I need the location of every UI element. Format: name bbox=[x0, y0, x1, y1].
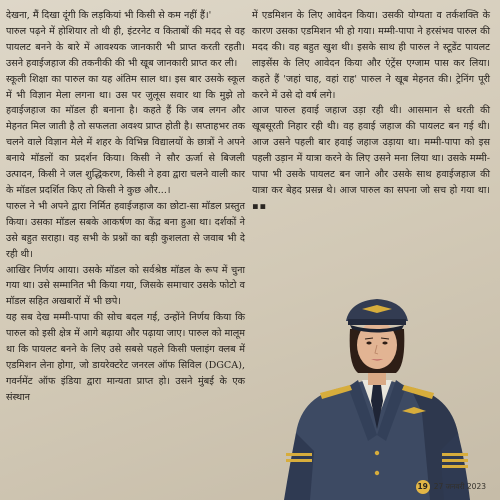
paragraph: देखना, मैं दिखा दूंगी कि लड़कियां भी किसी से कम नहीं हैं।' bbox=[6, 10, 212, 21]
page-number-badge: 19 bbox=[416, 480, 430, 494]
paragraph: में एडमिशन के लिए आवेदन किया। उसकी योग्यता व तर्कशक्ति के कारण उसका एडमिशन भी हो गया। मम्मी-पापा ने हरसंभव पारुल की मदद की। वह बहुत खुश थी। इसके साथ ही पारुल ने स्टूडेंट पायलट लाइसेंस के लिए आवेदन किया और एंट्रेंस एग्जाम पास कर लिया। कहते हैं 'जहां चाह, वहां राह' पारुल ने खूब मेहनत की। ट्रेनिंग पूरी करने में उसे दो वर्ष लगे। bbox=[252, 10, 490, 101]
left-column bbox=[6, 8, 245, 406]
paragraph: स्कूली शिक्षा का पारुल का यह अंतिम साल था। इस बार उसके स्कूल में भी विज्ञान मेला लगना था। उस पर जुलूस सवार था कि मुझे तो हवाईजहाज का मॉडल ही बनाना है। कहते हैं कि जब लगन और मेहनत मिल जाती है तो सफलता अवश्य प्राप्त होती है। सप्ताहभर तक चलने वाले विज्ञान मेले में शहर के विभिन्न विद्यालयों के छात्रों ने अपने बनाये मॉडलों का प्रदर्शन किया। किसी ने सौर ऊर्जा से बिजली उत्पादन, किसी ने जल शुद्धिकरण, किसी ने हवा द्वारा चलने वाली कार के मॉडल प्रदर्शित किए तो किसी ने कुछ और...। bbox=[6, 73, 245, 196]
paragraph: यह सब देख मम्मी-पापा की सोच बदल गई, उन्होंने निर्णय किया कि पारुल को इसी क्षेत्र में आगे बढ़ाया और पढ़ाया जाए। पारुल को मालूम था कि पायलट बनने के लिए उसे सबसे पहले किसी फ्लाइंग क्लब में एडमिशन लेना होगा, जो डायरेक्टरेट जनरल ऑफ सिविल (DGCA), गवर्नमेंट ऑफ इंडिया द्वारा मान्यता प्राप्त हो। उसने मुंबई के एक संस्थान bbox=[6, 312, 245, 403]
paragraph: आखिर निर्णय आया। उसके मॉडल को सर्वश्रेष्ठ मॉडल के रूप में चुना गया था। उसे सम्मानित भी किया गया, जिसके समाचार उसके फोटो व मॉडल सहित अखबारों में भी छपे। bbox=[6, 264, 245, 308]
right-column bbox=[252, 8, 490, 215]
paragraph bbox=[252, 103, 490, 214]
paragraph: पारुल पढ़ने में होशियार तो थी ही, इंटरनेट व किताबों की मदद से वह पायलट बनने के बारे में आवश्यक जानकारी भी प्राप्त करती रहती। उसने हवाईजहाज की तकनीकी की भी खूब जानकारी प्राप्त कर ली। bbox=[6, 25, 245, 69]
pilot-illustration-icon bbox=[262, 283, 492, 500]
page-footer bbox=[416, 480, 486, 494]
paragraph-text: आज पारुल हवाई जहाज उड़ा रही थी। आसमान से धरती की खूबसूरती निहार रही थी। वह हवाई जहाज की पायलट बन गई थी। आज उसने पहली बार हवाई जहाज उड़ाया था। मम्मी-पापा को इस पहली उड़ान में यात्रा करने के लिए उसने मना लिया था। उसके मम्मी-पापा भी उसके पायलट बन जाने और उसके साथ हवाईजहाज की यात्रा कर बेहद प्रसन्न थे। आज पारुल का सपना जो सच हो गया था। bbox=[252, 105, 490, 196]
paragraph: पारुल ने भी अपने द्वारा निर्मित हवाईजहाज का छोटा-सा मॉडल प्रस्तुत किया। उसका मॉडल सबके आकर्षण का केंद्र बना हुआ था। दर्शकों ने उसे बहुत सराहा। वह सभी के प्रश्नों का बड़ी कुशलता से जवाब भी दे रही थी। bbox=[6, 200, 245, 260]
end-mark: ▪▪ bbox=[252, 200, 268, 212]
issue-date: 27 जनवरी 2023 bbox=[433, 482, 486, 491]
